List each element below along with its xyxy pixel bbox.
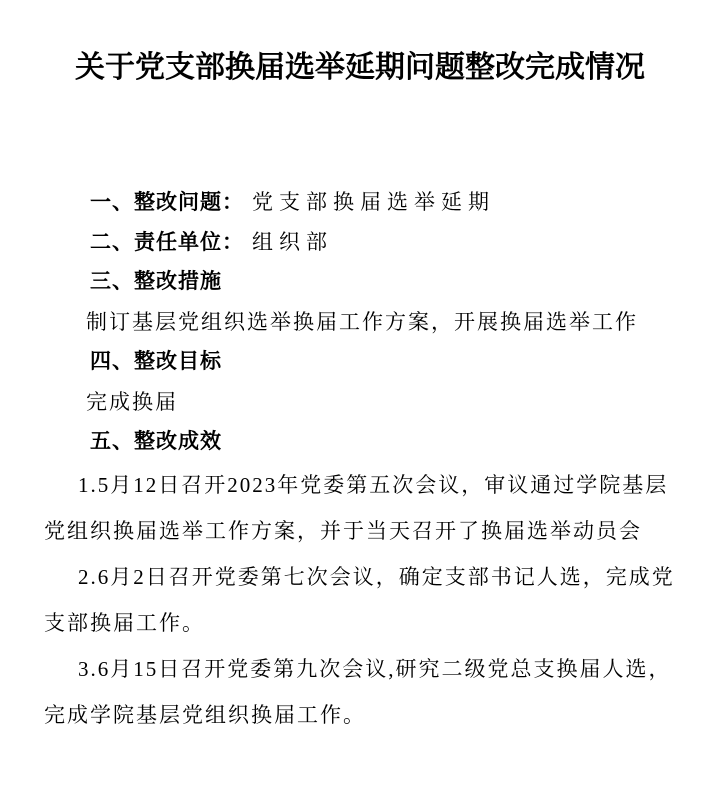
body-line: 制订基层党组织选举换届工作方案，开展换届选举工作 (86, 310, 638, 334)
paragraph-line: 党组织换届选举工作方案，并于当天召开了换届选举动员会 (44, 519, 642, 543)
section-heading: 五、整改成效 (90, 430, 222, 453)
paragraph-line: 支部换届工作。 (44, 611, 205, 635)
section-heading: 四、整改目标 (90, 350, 222, 373)
section-value: 党支部换届选举延期 (252, 190, 495, 214)
section-row (44, 182, 676, 222)
paragraph-line: 完成学院基层党组织换届工作。 (44, 703, 366, 727)
section-value: 组织部 (252, 230, 333, 254)
section-row (44, 222, 676, 262)
paragraph-line: 3.6月15日召开党委第九次会议,研究二级党总支换届人选， (78, 657, 672, 681)
paragraph-line: 1.5月12日召开2023年党委第五次会议，审议通过学院基层 (78, 473, 669, 497)
body-line: 完成换届 (86, 390, 178, 414)
section-label: 一、整改问题： (90, 191, 244, 214)
paragraph-line: 2.6月2日召开党委第七次会议，确定支部书记人选，完成党 (78, 565, 675, 589)
document-title: 关于党支部换届选举延期问题整改完成情况 (75, 51, 645, 84)
section-label: 二、责任单位： (90, 231, 244, 254)
section-heading: 三、整改措施 (90, 270, 222, 293)
document-body (44, 182, 676, 738)
